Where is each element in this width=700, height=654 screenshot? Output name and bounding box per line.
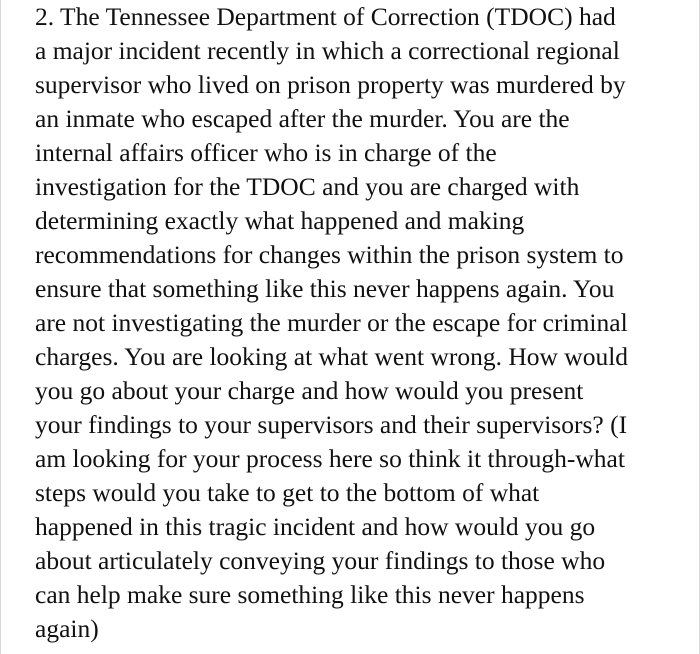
question-line-3: supervisor who lived on prison property was murdered by — [35, 70, 626, 99]
question-line-15: steps would you take to get to the bottom of what — [35, 478, 540, 507]
question-line-14: am looking for your process here so think it through-what — [35, 444, 625, 473]
question-line-5: internal affairs officer who is in charge of the — [35, 138, 497, 167]
question-line-16: happened in this tragic incident and how would you go — [35, 512, 596, 541]
question-line-18: can help make sure something like this never happens — [35, 580, 585, 609]
question-line-1: 2. The Tennessee Department of Correction (TDOC) had — [35, 2, 616, 31]
question-text — [35, 0, 675, 646]
question-line-11: charges. You are looking at what went wrong. How would — [35, 342, 629, 371]
question-line-2: a major incident recently in which a correctional regional — [35, 36, 620, 65]
question-line-9: ensure that something like this never happens again. You — [35, 274, 615, 303]
question-line-12: you go about your charge and how would you present — [35, 376, 584, 405]
question-line-4: an inmate who escaped after the murder. You are the — [35, 104, 570, 133]
question-line-13: your findings to your supervisors and their supervisors? (I — [35, 410, 628, 439]
question-line-19: again) — [35, 614, 99, 643]
question-line-17: about articulately conveying your findings to those who — [35, 546, 606, 575]
question-line-6: investigation for the TDOC and you are charged with — [35, 172, 580, 201]
question-line-10: are not investigating the murder or the escape for criminal — [35, 308, 628, 337]
question-line-7: determining exactly what happened and making — [35, 206, 525, 235]
question-line-8: recommendations for changes within the prison system to — [35, 240, 624, 269]
